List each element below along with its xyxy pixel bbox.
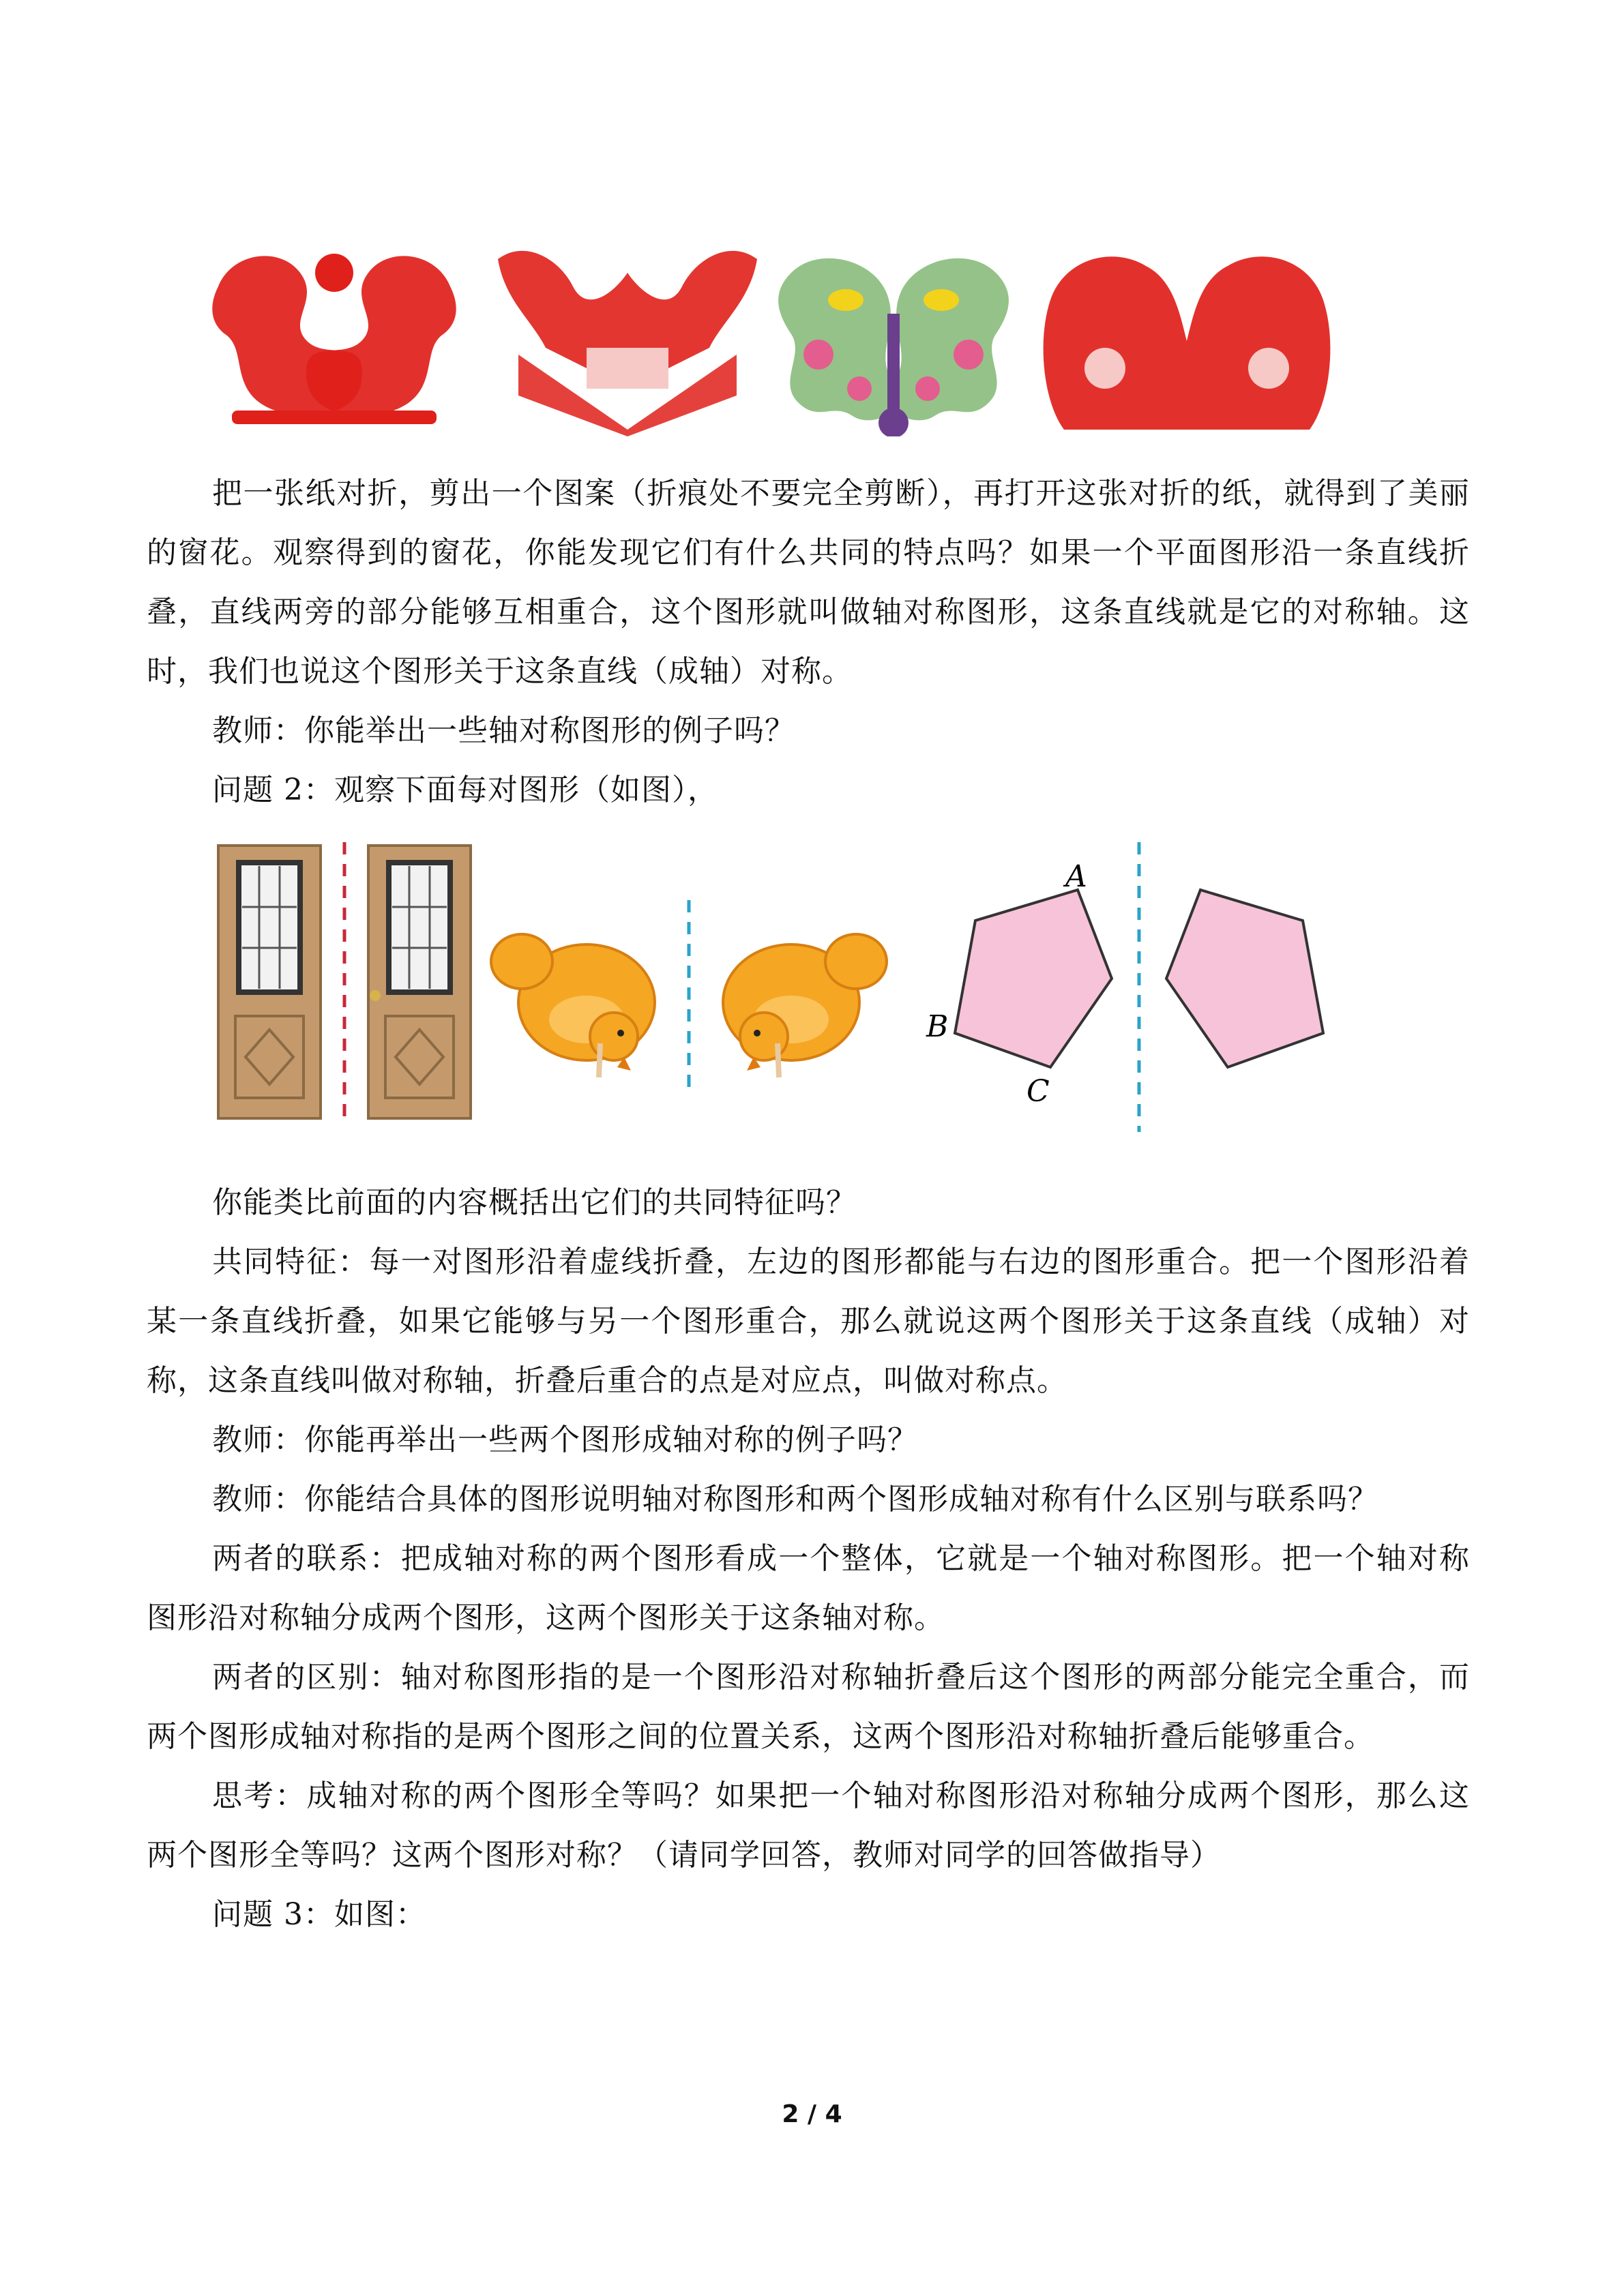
vertex-label-b: B: [926, 1009, 949, 1044]
paragraph-common-features: 共同特征：每一对图形沿着虚线折叠，左边的图形都能与右边的图形重合。把一个图形沿着某一条直线折叠，如果它能够与另一个图形重合，那么就说这两个图形关于这条直线（成轴）对称，这条直线叫做对称轴，折叠后重合的点是对应点，叫做对称点。: [147, 1244, 1470, 1398]
paragraph-teacher-question-2: 教师：你能再举出一些两个图形成轴对称的例子吗？: [212, 1422, 918, 1457]
page-number: 2 / 4: [782, 2100, 842, 2128]
door-left-image: [218, 846, 321, 1118]
paragraph-analogy-question: 你能类比前面的内容概括出它们的共同特征吗？: [212, 1185, 857, 1220]
papercut-images: [205, 232, 1364, 436]
chick-right-image: [723, 934, 887, 1077]
door-right-image: [368, 846, 471, 1118]
paragraph-thinking: 思考：成轴对称的两个图形全等吗？如果把一个轴对称图形沿对称轴分成两个图形，那么这两个图形全等吗？这两个图形对称？（请同学回答，教师对同学的回答做指导）: [147, 1778, 1470, 1873]
paragraph-difference: 两者的区别：轴对称图形指的是一个图形沿对称轴折叠后这个图形的两部分能完全重合，而两个图形成轴对称指的是两个图形之间的位置关系，这两个图形沿对称轴折叠后能够重合。: [147, 1660, 1470, 1754]
vertex-label-c: C: [1027, 1074, 1050, 1109]
pentagon-right: [1166, 890, 1323, 1067]
text-block-top: [147, 464, 1470, 820]
paragraph-teacher-question-3: 教师：你能结合具体的图形说明轴对称图形和两个图形成轴对称有什么区别与联系吗？: [212, 1482, 1378, 1517]
papercut-birds-flowers-image: [778, 258, 1009, 436]
papercut-lions-image: [1044, 256, 1331, 430]
paragraph-problem-3: 问题 3：如图：: [212, 1897, 426, 1932]
paragraph-problem-2: 问题 2：观察下面每对图形（如图），: [212, 773, 718, 807]
vertex-label-a: A: [1065, 859, 1087, 894]
chick-left-image: [491, 934, 655, 1077]
symmetric-pairs-figure: [205, 832, 1364, 1146]
papercut-dragons-image: [212, 254, 456, 424]
pentagon-left: [955, 890, 1112, 1067]
paragraph-paper-cutting: 把一张纸对折，剪出一个图案（折痕处不要完全剪断），再打开这张对折的纸，就得到了美丽的窗花。观察得到的窗花，你能发现它们有什么共同的特点吗？如果一个平面图形沿一条直线折叠，直线两旁的部分能够互相重合，这个图形就叫做轴对称图形，这条直线就是它的对称轴。这时，我们也说这个图形关于这条直线（成轴）对称。: [147, 476, 1470, 689]
text-block-bottom: [147, 1173, 1470, 1944]
papercut-phoenix-image: [498, 251, 757, 436]
paragraph-teacher-question-1: 教师：你能举出一些轴对称图形的例子吗？: [212, 713, 795, 748]
paragraph-connection: 两者的联系：把成轴对称的两个图形看成一个整体，它就是一个轴对称图形。把一个轴对称图形沿对称轴分成两个图形，这两个图形关于这条轴对称。: [147, 1541, 1470, 1635]
